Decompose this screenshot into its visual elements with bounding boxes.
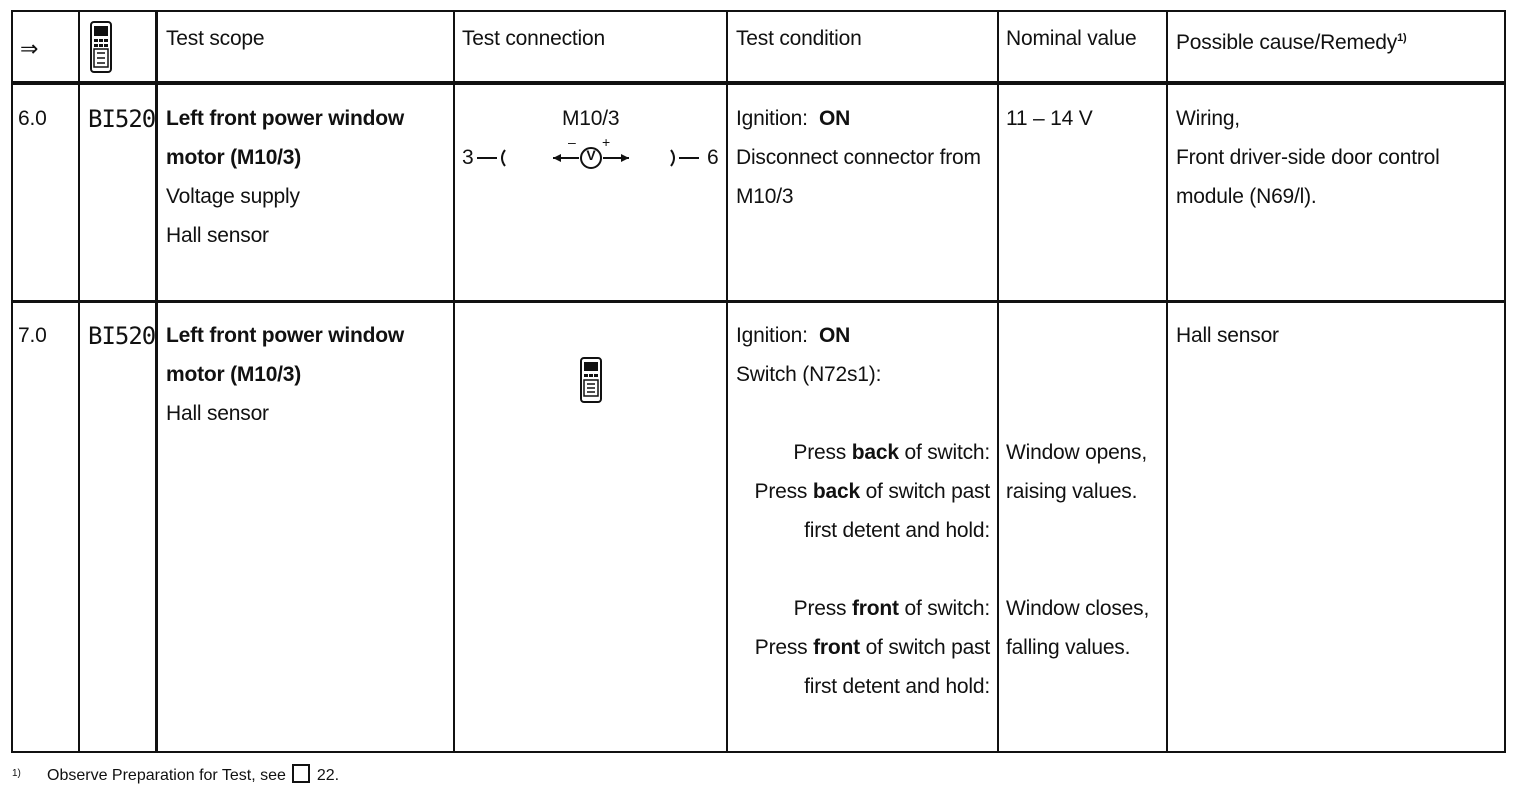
row-7-front-line-2-post: of switch past	[859, 636, 990, 659]
row-7-front-line-2	[728, 628, 990, 667]
row-6-left-pin: 3	[462, 146, 474, 169]
row-6-step: 6.0	[18, 107, 47, 130]
row-6-meter-symbol: V	[586, 147, 596, 163]
row-7-back-line-2-pre: Press	[754, 480, 813, 503]
col-divider-5	[997, 10, 999, 753]
row-6-scope-line-1: Voltage supply	[166, 185, 300, 208]
col-divider-3	[453, 10, 455, 753]
header-test-condition: Test condition	[736, 27, 862, 50]
header-arrow: ⇒	[20, 36, 39, 61]
row-6-component-label: M10/3	[562, 107, 620, 130]
footnote-marker: 1)	[12, 768, 21, 779]
row-7-nominal-front-2: falling values.	[1006, 636, 1131, 659]
row-7-front-line-3: first detent and hold:	[804, 675, 990, 698]
row-7-back-line-2-bold: back	[812, 480, 860, 503]
row-7-nominal-front-1: Window closes,	[1006, 597, 1150, 620]
row-7-front-line-1-pre: Press	[793, 597, 852, 620]
row-6-meter-plus: +	[602, 134, 611, 150]
row-7-front-line-1	[728, 589, 990, 628]
row-7-scope-line-1: Hall sensor	[166, 402, 269, 425]
col-divider-6	[1166, 10, 1168, 753]
row-6-scope-title-1: Left front power window	[166, 107, 405, 130]
row-7-back-line-3: first detent and hold:	[804, 519, 990, 542]
row-6-cause-line-1: Wiring,	[1176, 107, 1240, 130]
row-6-possible-cause	[1176, 99, 1440, 216]
row-6-test-scope	[166, 99, 404, 255]
row-7-front-line-1-post: of switch:	[898, 597, 990, 620]
row-7-back-line-1	[728, 433, 990, 472]
row-7-back-group	[728, 433, 990, 550]
row-7-step: 7.0	[18, 324, 47, 347]
row-7-front-line-1-bold: front	[852, 597, 899, 620]
row-7-nominal-back-2: raising values.	[1006, 480, 1138, 503]
row-6-condition-line-1: Disconnect connector from	[736, 146, 981, 169]
row-7-cause-line-1: Hall sensor	[1176, 324, 1279, 347]
header-nominal-value: Nominal value	[1006, 27, 1137, 50]
row-7-scope-title-1: Left front power window	[166, 324, 405, 347]
header-possible-cause	[1176, 19, 1406, 62]
footnote	[12, 764, 21, 784]
table-bottom-border	[11, 751, 1506, 753]
row-6-cause-line-3: module (N69/l).	[1176, 185, 1317, 208]
row-7-tester-device-icon	[579, 356, 603, 409]
col-divider-2	[155, 10, 158, 753]
row-7-back-line-2-post: of switch past	[859, 480, 990, 503]
row-6-test-condition	[736, 99, 981, 216]
row-6-ignition-value: ON	[819, 107, 851, 130]
row-7-code: BI520	[88, 322, 156, 350]
footnote-ref-mark: 1)	[1397, 32, 1407, 44]
row-7-back-line-1-pre: Press	[793, 441, 852, 464]
row-6-cause-line-2: Front driver-side door control	[1176, 146, 1440, 169]
row-7-nominal-back-1: Window opens,	[1006, 441, 1147, 464]
col-divider-1	[78, 10, 80, 753]
footnote-text-wrap	[47, 764, 339, 786]
book-reference-icon	[292, 764, 310, 783]
footnote-ref: 22.	[316, 767, 340, 784]
row-6-nominal-value: 11 – 14 V	[1006, 107, 1093, 130]
row-6-ignition-label: Ignition:	[736, 107, 808, 130]
row-6-ignition	[736, 99, 981, 138]
row-6-code: BI520	[88, 105, 156, 133]
row-7-back-line-2	[728, 472, 990, 511]
row-6-right-pin: 6	[707, 146, 719, 169]
row-7-scope-title-2: motor (M10/3)	[166, 363, 302, 386]
table-top-border	[11, 10, 1506, 12]
row-7-front-line-2-bold: front	[813, 636, 860, 659]
row-6-scope-line-2: Hall sensor	[166, 224, 269, 247]
row-7-back-line-1-post: of switch:	[898, 441, 990, 464]
row-7-test-condition	[736, 316, 881, 394]
row-7-back-line-1-bold: back	[851, 441, 899, 464]
row-7-front-group	[728, 589, 990, 706]
header-possible-cause-label: Possible cause/Remedy	[1176, 31, 1398, 54]
row-7-nominal-back	[1006, 433, 1147, 511]
row-7-ignition	[736, 316, 881, 355]
row-divider	[11, 300, 1506, 303]
header-test-scope: Test scope	[166, 27, 265, 50]
row-6-meter-minus: –	[568, 134, 576, 150]
row-7-switch-line: Switch (N72s1):	[736, 363, 882, 386]
row-7-nominal-front	[1006, 589, 1149, 667]
row-6-scope-title-2: motor (M10/3)	[166, 146, 302, 169]
row-7-ignition-label: Ignition:	[736, 324, 808, 347]
row-6-condition-line-2: M10/3	[736, 185, 794, 208]
header-bottom-border	[11, 81, 1506, 85]
row-7-ignition-value: ON	[819, 324, 851, 347]
footnote-text: Observe Preparation for Test, see	[47, 767, 286, 784]
table-right-border	[1504, 10, 1506, 753]
row-7-front-line-2-pre: Press	[754, 636, 814, 659]
table-left-border	[11, 10, 13, 753]
row-7-test-scope	[166, 316, 404, 433]
tester-device-icon	[89, 20, 113, 79]
header-test-connection: Test connection	[462, 27, 605, 50]
